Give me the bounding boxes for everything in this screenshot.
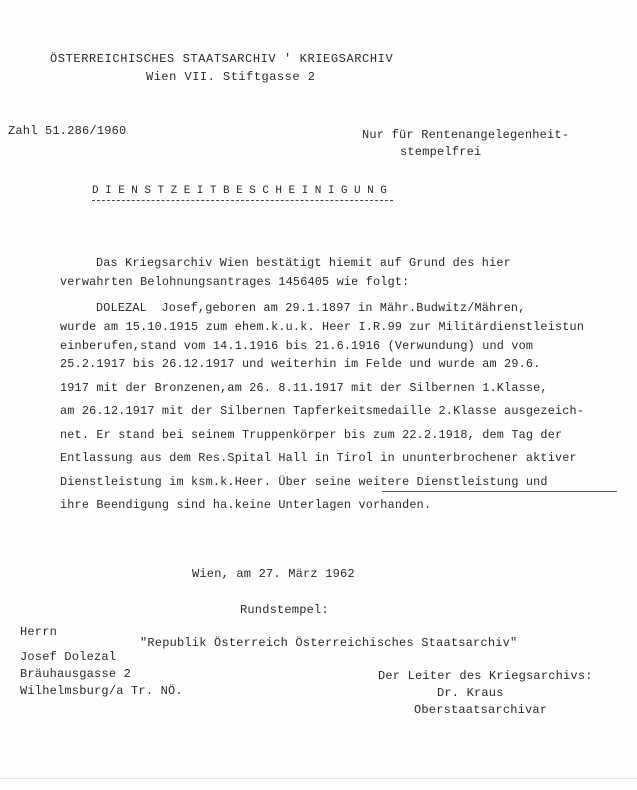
body-line: wurde am 15.10.1915 zum ehem.k.u.k. Heer I.R.99 zur Militärdienstleistun [60, 320, 585, 334]
archive-header-address: Wien VII. Stiftgasse 2 [146, 70, 316, 84]
signatory-name: Dr. Kraus [437, 686, 504, 700]
reference-number: Zahl 51.286/1960 [8, 124, 127, 138]
signatory-title: Oberstaatsarchivar [414, 703, 548, 717]
recipient-salutation: Herrn [20, 625, 58, 639]
recipient-street: Bräuhausgasse 2 [20, 667, 132, 681]
handwritten-underline [382, 491, 617, 492]
fee-note-line1: Nur für Rentenangelegenheit- [362, 128, 570, 142]
body-line: einberufen,stand vom 14.1.1916 bis 21.6.1916 (Verwundung) und vom [60, 339, 534, 353]
issue-date: Wien, am 27. März 1962 [192, 567, 355, 581]
page-edge-divider [0, 778, 637, 779]
body-line: ihre Beendigung sind ha.keine Unterlagen vorhanden. [60, 498, 432, 512]
archive-header-title: ÖSTERREICHISCHES STAATSARCHIV ' KRIEGSARCHIV [50, 52, 394, 66]
signatory-role: Der Leiter des Kriegsarchivs: [378, 669, 593, 683]
stamp-text: "Republik Österreich Österreichisches Staatsarchiv" [140, 636, 518, 650]
body-line: net. Er stand bei seinem Truppenkörper bis zum 22.2.1918, dem Tag der [60, 428, 563, 442]
recipient-city: Wilhelmsburg/a Tr. NÖ. [20, 684, 183, 698]
body-line: Das Kriegsarchiv Wien bestätigt hiemit auf Grund des hier [96, 256, 511, 270]
stamp-label: Rundstempel: [240, 603, 329, 617]
body-line: Entlassung aus dem Res.Spital Hall in Tirol in ununterbrochener aktiver [60, 451, 577, 465]
body-line: 25.2.1917 bis 26.12.1917 und weiterhin im Felde und wurde am 29.6. [60, 357, 541, 371]
document-title: DIENSTZEITBESCHEINIGUNG [92, 184, 393, 201]
body-line: Dienstleistung im ksm.k.Heer. Über seine weitere Dienstleistung und [60, 475, 548, 489]
body-line: 1917 mit der Bronzenen,am 26. 8.11.1917 mit der Silbernen 1.Klasse, [60, 381, 548, 395]
body-line: am 26.12.1917 mit der Silbernen Tapferkeitsmedaille 2.Klasse ausgezeich- [60, 404, 585, 418]
recipient-name: Josef Dolezal [20, 650, 117, 664]
body-line: verwahrten Belohnungsantrages 1456405 wie folgt: [60, 275, 410, 289]
fee-note-line2: stempelfrei [400, 145, 482, 159]
body-line: DOLEZAL Josef,geboren am 29.1.1897 in Mähr.Budwitz/Mähren, [96, 301, 526, 315]
